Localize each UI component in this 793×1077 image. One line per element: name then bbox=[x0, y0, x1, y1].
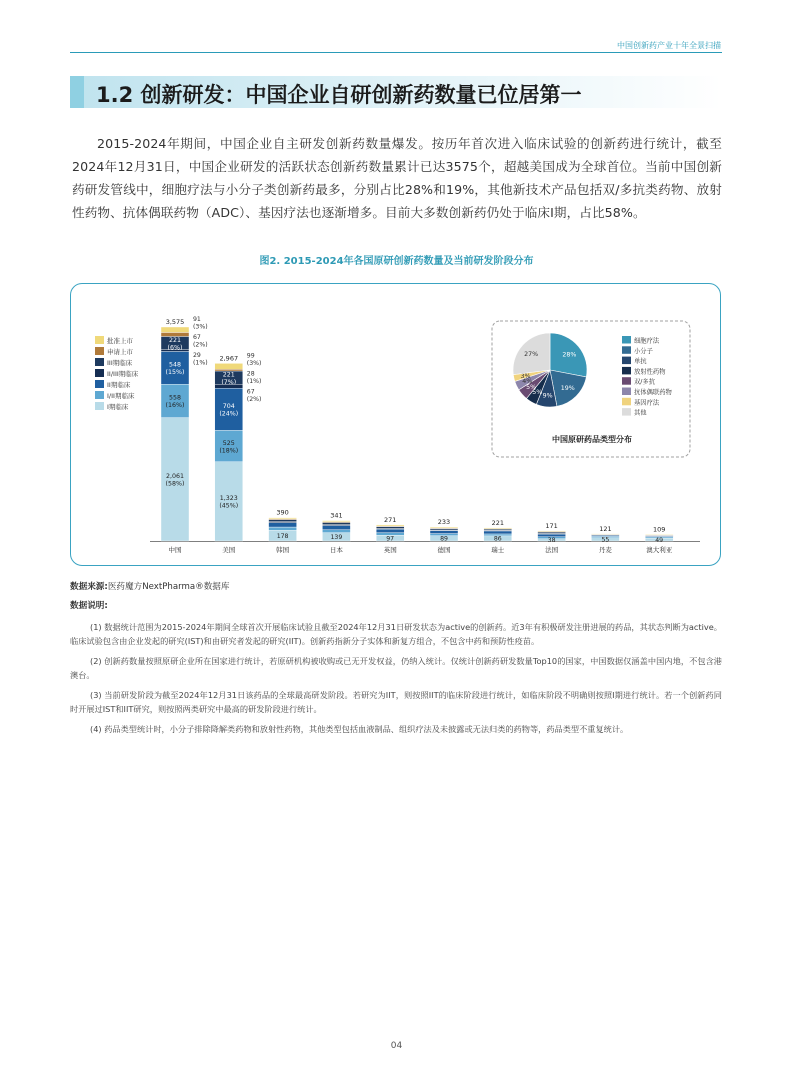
bar-segment bbox=[322, 530, 350, 533]
bar-segment bbox=[484, 531, 512, 534]
bar-data-label: 38 bbox=[547, 537, 556, 545]
notes-list bbox=[70, 620, 722, 742]
bar-segment bbox=[215, 363, 243, 369]
bar-side-label: (3%) bbox=[193, 323, 208, 331]
legend-swatch bbox=[95, 402, 104, 410]
bar-data-label: 704 bbox=[222, 403, 235, 411]
bar-segment bbox=[591, 534, 619, 535]
bar-data-label: 558 bbox=[168, 394, 182, 402]
pie-value-label: 4% bbox=[522, 378, 533, 386]
bar-segment bbox=[376, 529, 404, 533]
bar-total-label: 121 bbox=[599, 524, 612, 533]
bar-data-label: (45%) bbox=[219, 502, 239, 510]
intro-paragraph: 2015-2024年期间，中国企业自主研发创新药数量爆发。按历年首次进入临床试验的创新药进行统计，截至2024年12月31日，中国企业研发的活跃状态创新药数量累计已达3575个，超越美国成为全球首位。当前中国创新药研发管线中，细胞疗法与小分子类创新药最多，分别占比28%和19%，其他新技术产品包括双/多抗类药物、放射性药物、抗体偶联药物（ADC）、基因疗法也逐渐增多。目前大多数创新药仍处于临床I期，占比58%。 bbox=[72, 136, 722, 220]
bar-segment bbox=[322, 523, 350, 525]
pie-legend-swatch bbox=[622, 388, 631, 396]
x-tick-label: 瑞士 bbox=[491, 546, 505, 554]
bar-segment bbox=[376, 525, 404, 526]
bar-segment bbox=[269, 527, 297, 530]
pie-value-label: 27% bbox=[524, 350, 539, 358]
legend-swatch bbox=[95, 369, 104, 377]
bar-total-label: 2,967 bbox=[219, 354, 239, 363]
legend-swatch bbox=[95, 358, 104, 366]
x-tick-label: 美国 bbox=[222, 546, 236, 554]
legend-swatch bbox=[95, 380, 104, 388]
pie-value-label: 19% bbox=[560, 385, 575, 393]
pie-legend-label: 单抗 bbox=[634, 358, 647, 366]
bar-side-label: 29 bbox=[193, 352, 201, 359]
bar-data-label: 1,323 bbox=[219, 495, 238, 503]
bar-side-label: 28 bbox=[246, 370, 255, 378]
bar-total-label: 341 bbox=[330, 511, 343, 520]
bar-total-label: 271 bbox=[383, 515, 397, 524]
pie-value-label: 3% bbox=[520, 372, 531, 380]
section-title: 1.2 创新研发：中国企业自研创新药数量已位居第一 bbox=[96, 83, 582, 107]
note-item: (2) 创新药数量按照原研企业所在国家进行统计，若原研机构被收购或已无开发权益，仍纳入统计。仅统计创新药研发数量Top10的国家，中国数据仅涵盖中国内地，不包含港澳台。 bbox=[70, 656, 722, 680]
bar-segment bbox=[430, 531, 458, 534]
pie-value-label: 9% bbox=[542, 392, 553, 400]
bar-data-label: 2,061 bbox=[165, 473, 185, 481]
bar-total-label: 390 bbox=[276, 508, 289, 517]
bar-data-label: (15%) bbox=[165, 369, 185, 377]
pie-legend-swatch bbox=[622, 367, 631, 375]
bar-side-label: 67 bbox=[193, 334, 201, 341]
bar-data-label: (24%) bbox=[219, 410, 239, 418]
legend-swatch bbox=[95, 336, 104, 344]
bar-segment bbox=[645, 534, 673, 535]
pie-legend-swatch bbox=[622, 336, 631, 344]
x-tick-label: 丹麦 bbox=[598, 546, 612, 554]
bar-side-label: (1%) bbox=[193, 359, 208, 367]
notes-heading: 数据说明: bbox=[70, 601, 108, 611]
report-header-title: 中国创新药产业十年全景扫描 bbox=[617, 41, 721, 50]
bar-side-label: 67 bbox=[246, 388, 255, 396]
legend-label: III期临床 bbox=[107, 359, 133, 367]
legend-label: II/III期临床 bbox=[107, 370, 139, 378]
x-tick-label: 中国 bbox=[168, 546, 182, 554]
x-tick-label: 韩国 bbox=[276, 546, 290, 554]
page-number: 04 bbox=[390, 1041, 403, 1051]
bar-data-label: 525 bbox=[222, 439, 235, 447]
pie-legend-swatch bbox=[622, 346, 631, 354]
x-tick-label: 澳大利亚 bbox=[646, 546, 673, 554]
pie-value-label: 5% bbox=[532, 389, 543, 397]
figure-title: 图2. 2015-2024年各国原研创新药数量及当前研发阶段分布 bbox=[259, 256, 534, 267]
note-item: (4) 药品类型统计时，小分子排除降解类药物和放射性药物，其他类型包括血液制品、组织疗法及未披露或无法归类的药物等，药品类型不重复统计。 bbox=[90, 724, 629, 734]
bar-segment bbox=[322, 521, 350, 522]
bar-data-label: 89 bbox=[440, 535, 448, 543]
bar-data-label: (58%) bbox=[165, 480, 185, 488]
bar-segment bbox=[161, 327, 189, 332]
pie-title: 中国原研药品类型分布 bbox=[552, 435, 632, 444]
bar-segment bbox=[269, 520, 297, 522]
legend-label: 申请上市 bbox=[107, 348, 133, 356]
data-source bbox=[70, 580, 230, 592]
note-item: (1) 数据统计范围为2015-2024年期间全球首次开展临床试验且截至2024年12月31日研发状态为active的创新药。近3年有积极研发注册进展的药品，其状态判断为active。临床试验包含由企业发起的研究(IST)和由研究者发起的研究(IIT)。创新药指新分子实体和新复方组合，不包含中药和预防性疫苗。 bbox=[70, 622, 722, 646]
x-tick-label: 日本 bbox=[329, 546, 343, 554]
bar-data-label: (18%) bbox=[219, 447, 239, 455]
data-source-text: 医药魔方NextPharma®数据库 bbox=[107, 582, 230, 592]
bar-total-label: 3,575 bbox=[165, 318, 185, 326]
bar-data-label: 221 bbox=[222, 371, 235, 379]
pie-legend-label: 基因疗法 bbox=[634, 399, 660, 407]
x-tick-label: 德国 bbox=[437, 546, 451, 554]
pie-legend-label: 其他 bbox=[634, 409, 647, 417]
bar-side-label: 91 bbox=[193, 316, 201, 323]
bar-side-label: 99 bbox=[246, 352, 255, 360]
bar-segment bbox=[322, 525, 350, 529]
pie-legend-label: 抗体偶联药物 bbox=[634, 389, 672, 396]
pie-legend-label: 小分子 bbox=[634, 347, 653, 355]
data-source-label: 数据来源: bbox=[70, 582, 108, 592]
x-tick-label: 英国 bbox=[383, 546, 397, 554]
bar-segment bbox=[269, 523, 297, 527]
pie-legend-swatch bbox=[622, 408, 631, 416]
bar-data-label: (16%) bbox=[165, 402, 185, 410]
bar-data-label: (7%) bbox=[221, 378, 237, 386]
legend-label: 批准上市 bbox=[107, 337, 133, 345]
pie-legend-swatch bbox=[622, 357, 631, 365]
pie-legend-label: 双/多抗 bbox=[634, 378, 656, 386]
bar-data-label: 49 bbox=[655, 536, 664, 544]
bar-data-label: 221 bbox=[168, 336, 182, 344]
legend-label: I期临床 bbox=[107, 403, 129, 411]
bar-data-label: (6%) bbox=[167, 344, 183, 352]
bar-side-label: (2%) bbox=[246, 395, 262, 403]
bar-total-label: 233 bbox=[437, 518, 451, 527]
bar-side-label: (1%) bbox=[246, 377, 262, 385]
bar-segment bbox=[376, 527, 404, 529]
bar-segment bbox=[538, 531, 566, 532]
pie-value-label: 28% bbox=[562, 351, 577, 359]
legend-swatch bbox=[95, 347, 104, 355]
bar-total-label: 221 bbox=[491, 518, 505, 527]
pie-value-label: 5% bbox=[526, 384, 537, 392]
note-item: (3) 当前研发阶段为截至2024年12月31日该药品的全球最高研发阶段。若研究为IIT，则按照IIT的临床阶段进行统计，如临床阶段不明确则按照I期进行统计。若一个创新药同时开展过IST和IIT研究，则按照两类研究中最高的研发阶段进行统计。 bbox=[70, 690, 722, 714]
pie-legend-swatch bbox=[622, 398, 631, 406]
bar-segment bbox=[430, 527, 458, 528]
bar-side-label: (3%) bbox=[246, 359, 262, 367]
bar-segment bbox=[484, 528, 512, 529]
pie-legend-swatch bbox=[622, 377, 631, 385]
bar-data-label: 548 bbox=[168, 361, 182, 369]
bar-data-label: 97 bbox=[386, 535, 395, 543]
bar-side-label: (2%) bbox=[193, 341, 208, 349]
bar-data-label: 178 bbox=[276, 532, 289, 540]
bar-data-label: 139 bbox=[330, 534, 343, 542]
pie-legend-label: 细胞疗法 bbox=[634, 337, 660, 345]
x-tick-label: 法国 bbox=[545, 546, 559, 554]
bar-total-label: 109 bbox=[652, 525, 666, 534]
legend-label: I/II期临床 bbox=[107, 392, 135, 400]
bar-data-label: 86 bbox=[493, 535, 502, 543]
legend-swatch bbox=[95, 391, 104, 399]
bar-segment bbox=[269, 518, 297, 519]
pie-legend-label: 放射性药物 bbox=[634, 368, 666, 376]
bar-data-label: 55 bbox=[601, 536, 610, 544]
legend-label: II期临床 bbox=[107, 381, 131, 389]
bar-total-label: 171 bbox=[545, 521, 558, 530]
